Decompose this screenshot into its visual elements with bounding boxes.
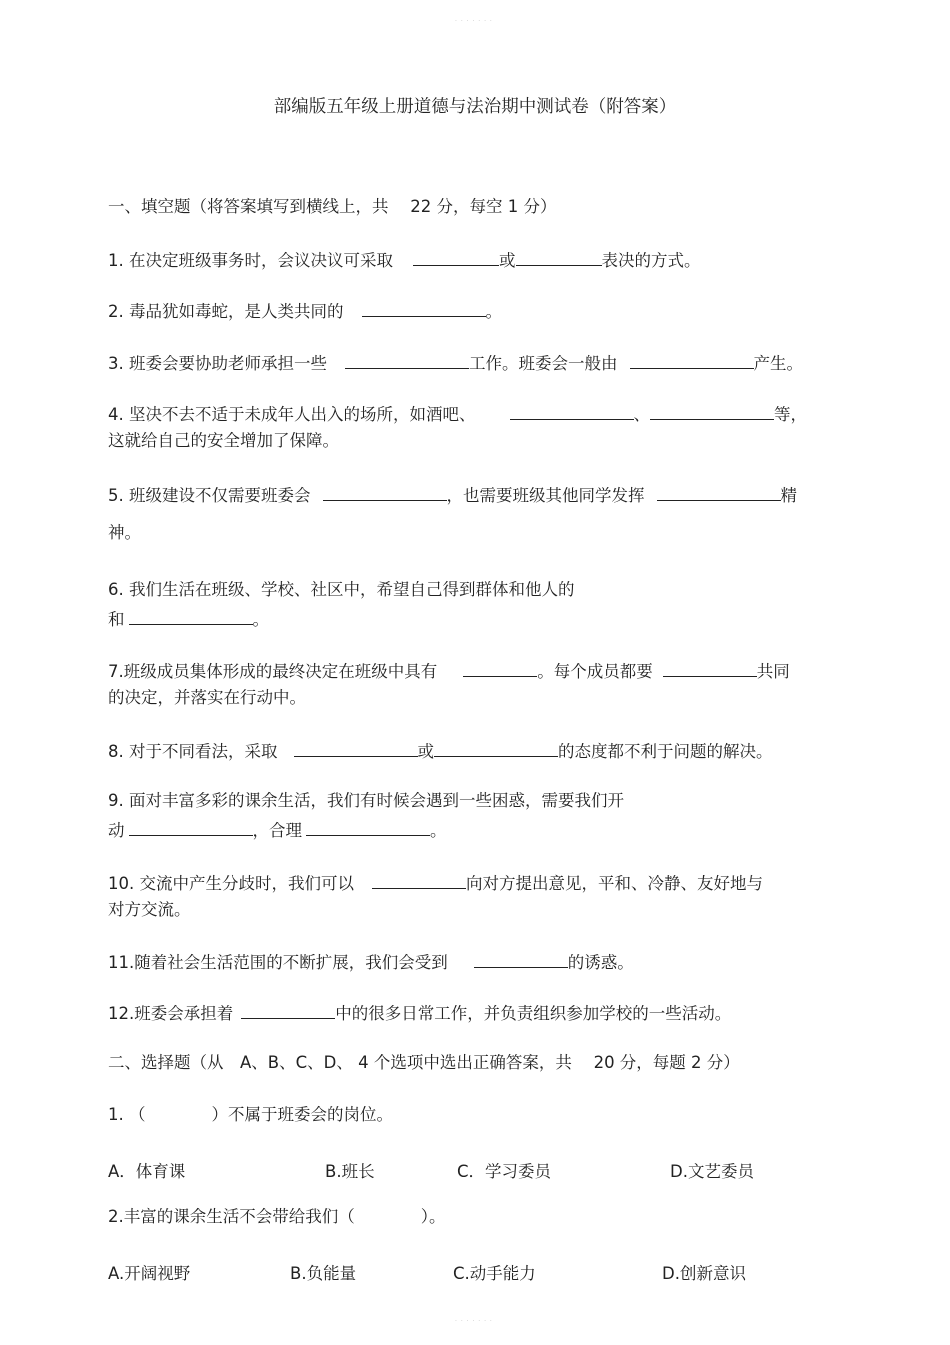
answer-blank[interactable] [345, 354, 469, 369]
answer-blank[interactable] [372, 874, 466, 889]
answer-blank[interactable] [434, 742, 558, 757]
question-text: 3. 班委会要协助老师承担一些 [108, 354, 327, 373]
question-text: 产生。 [753, 354, 803, 373]
question-4 [108, 405, 807, 424]
answer-blank[interactable] [129, 610, 253, 625]
header-mark: · · · · · · · [455, 18, 493, 25]
answer-blank[interactable] [241, 1004, 335, 1019]
question-10-cont: 对方交流。 [108, 900, 191, 919]
choice-question-2: 2.丰富的课余生活不会带给我们（ ）。 [108, 1207, 446, 1226]
answer-blank[interactable] [630, 354, 754, 369]
question-text: 。每个成员都要 [537, 662, 653, 681]
answer-blank[interactable] [129, 821, 253, 836]
question-1 [108, 251, 701, 270]
choice-1-option-a[interactable]: A．体育课 [108, 1162, 186, 1181]
question-text: 4. 坚决不去不适于未成年人出入的场所，如酒吧、 [108, 405, 476, 424]
answer-blank[interactable] [516, 251, 602, 266]
question-9-cont [108, 821, 447, 840]
choice-1-option-b[interactable]: B.班长 [325, 1162, 375, 1181]
choice-1-option-d[interactable]: D.文艺委员 [670, 1162, 754, 1181]
question-text: 5. 班级建设不仅需要班委会 [108, 486, 311, 505]
answer-blank[interactable] [362, 302, 486, 317]
question-text: 。 [430, 821, 447, 840]
question-text: 2. 毒品犹如毒蛇，是人类共同的 [108, 302, 344, 321]
answer-blank[interactable] [650, 405, 774, 420]
section2-heading: 二、选择题（从 A、B、C、D、 4 个选项中选出正确答案，共 20 分，每题 2 分） [108, 1053, 740, 1072]
question-text: 精 [780, 486, 797, 505]
answer-blank[interactable] [663, 662, 757, 677]
section1-heading: 一、填空题（将答案填写到横线上，共 22 分，每空 1 分） [108, 197, 557, 216]
question-3 [108, 354, 803, 373]
question-8 [108, 742, 773, 761]
answer-blank[interactable] [463, 662, 537, 677]
question-text: 的态度都不利于问题的解决。 [558, 742, 773, 761]
question-6-cont [108, 610, 269, 629]
choice-2-option-a[interactable]: A.开阔视野 [108, 1264, 191, 1283]
choice-2-option-b[interactable]: B.负能量 [290, 1264, 357, 1283]
answer-blank[interactable] [657, 486, 781, 501]
answer-blank[interactable] [294, 742, 418, 757]
question-text: 共同 [756, 662, 790, 681]
choice-question-1: 1. （ ）不属于班委会的岗位。 [108, 1105, 393, 1124]
question-text: 中的很多日常工作，并负责组织参加学校的一些活动。 [335, 1004, 732, 1023]
question-text: 8. 对于不同看法，采取 [108, 742, 278, 761]
question-text: 表决的方式。 [601, 251, 701, 270]
question-11 [108, 953, 634, 972]
question-text: 7.班级成员集体形成的最终决定在班级中具有 [108, 662, 438, 681]
question-text: 1. 在决定班级事务时，会议决议可采取 [108, 251, 393, 270]
question-text: 或 [417, 742, 434, 761]
question-6: 6. 我们生活在班级、学校、社区中，希望自己得到群体和他人的 [108, 580, 575, 599]
question-text: 和 [108, 610, 125, 629]
question-4-cont: 这就给自己的安全增加了保障。 [108, 431, 339, 450]
answer-blank[interactable] [323, 486, 447, 501]
question-text: ，也需要班级其他同学发挥 [446, 486, 645, 505]
question-7 [108, 662, 790, 681]
choice-2-option-d[interactable]: D.创新意识 [662, 1264, 746, 1283]
page-title: 部编版五年级上册道德与法治期中测试卷（附答案） [273, 97, 677, 117]
question-text: 等， [774, 405, 807, 424]
question-text: 10. 交流中产生分歧时，我们可以 [108, 874, 354, 893]
question-9: 9. 面对丰富多彩的课余生活，我们有时候会遇到一些困惑，需要我们开 [108, 791, 624, 810]
question-text: 。 [485, 302, 502, 321]
choice-2-option-c[interactable]: C.动手能力 [453, 1264, 536, 1283]
question-10 [108, 874, 763, 893]
answer-blank[interactable] [306, 821, 430, 836]
question-2 [108, 302, 502, 321]
question-text: 、 [633, 405, 650, 424]
question-text: 或 [499, 251, 516, 270]
question-text: ，合理 [252, 821, 302, 840]
choice-1-option-c[interactable]: C．学习委员 [457, 1162, 552, 1181]
question-12 [108, 1004, 731, 1023]
question-text: 。 [252, 610, 269, 629]
question-text: 动 [108, 821, 125, 840]
question-text: 的诱惑。 [567, 953, 634, 972]
question-text: 12.班委会承担着 [108, 1004, 234, 1023]
question-5 [108, 486, 797, 505]
footer-mark: · · · · · · · [455, 1318, 493, 1325]
question-5-cont: 神。 [108, 523, 141, 542]
question-text: 工作。班委会一般由 [469, 354, 618, 373]
answer-blank[interactable] [474, 953, 568, 968]
question-text: 11.随着社会生活范围的不断扩展，我们会受到 [108, 953, 448, 972]
answer-blank[interactable] [510, 405, 634, 420]
question-text: 向对方提出意见，平和、冷静、友好地与 [466, 874, 763, 893]
question-7-cont: 的决定，并落实在行动中。 [108, 688, 306, 707]
answer-blank[interactable] [413, 251, 499, 266]
